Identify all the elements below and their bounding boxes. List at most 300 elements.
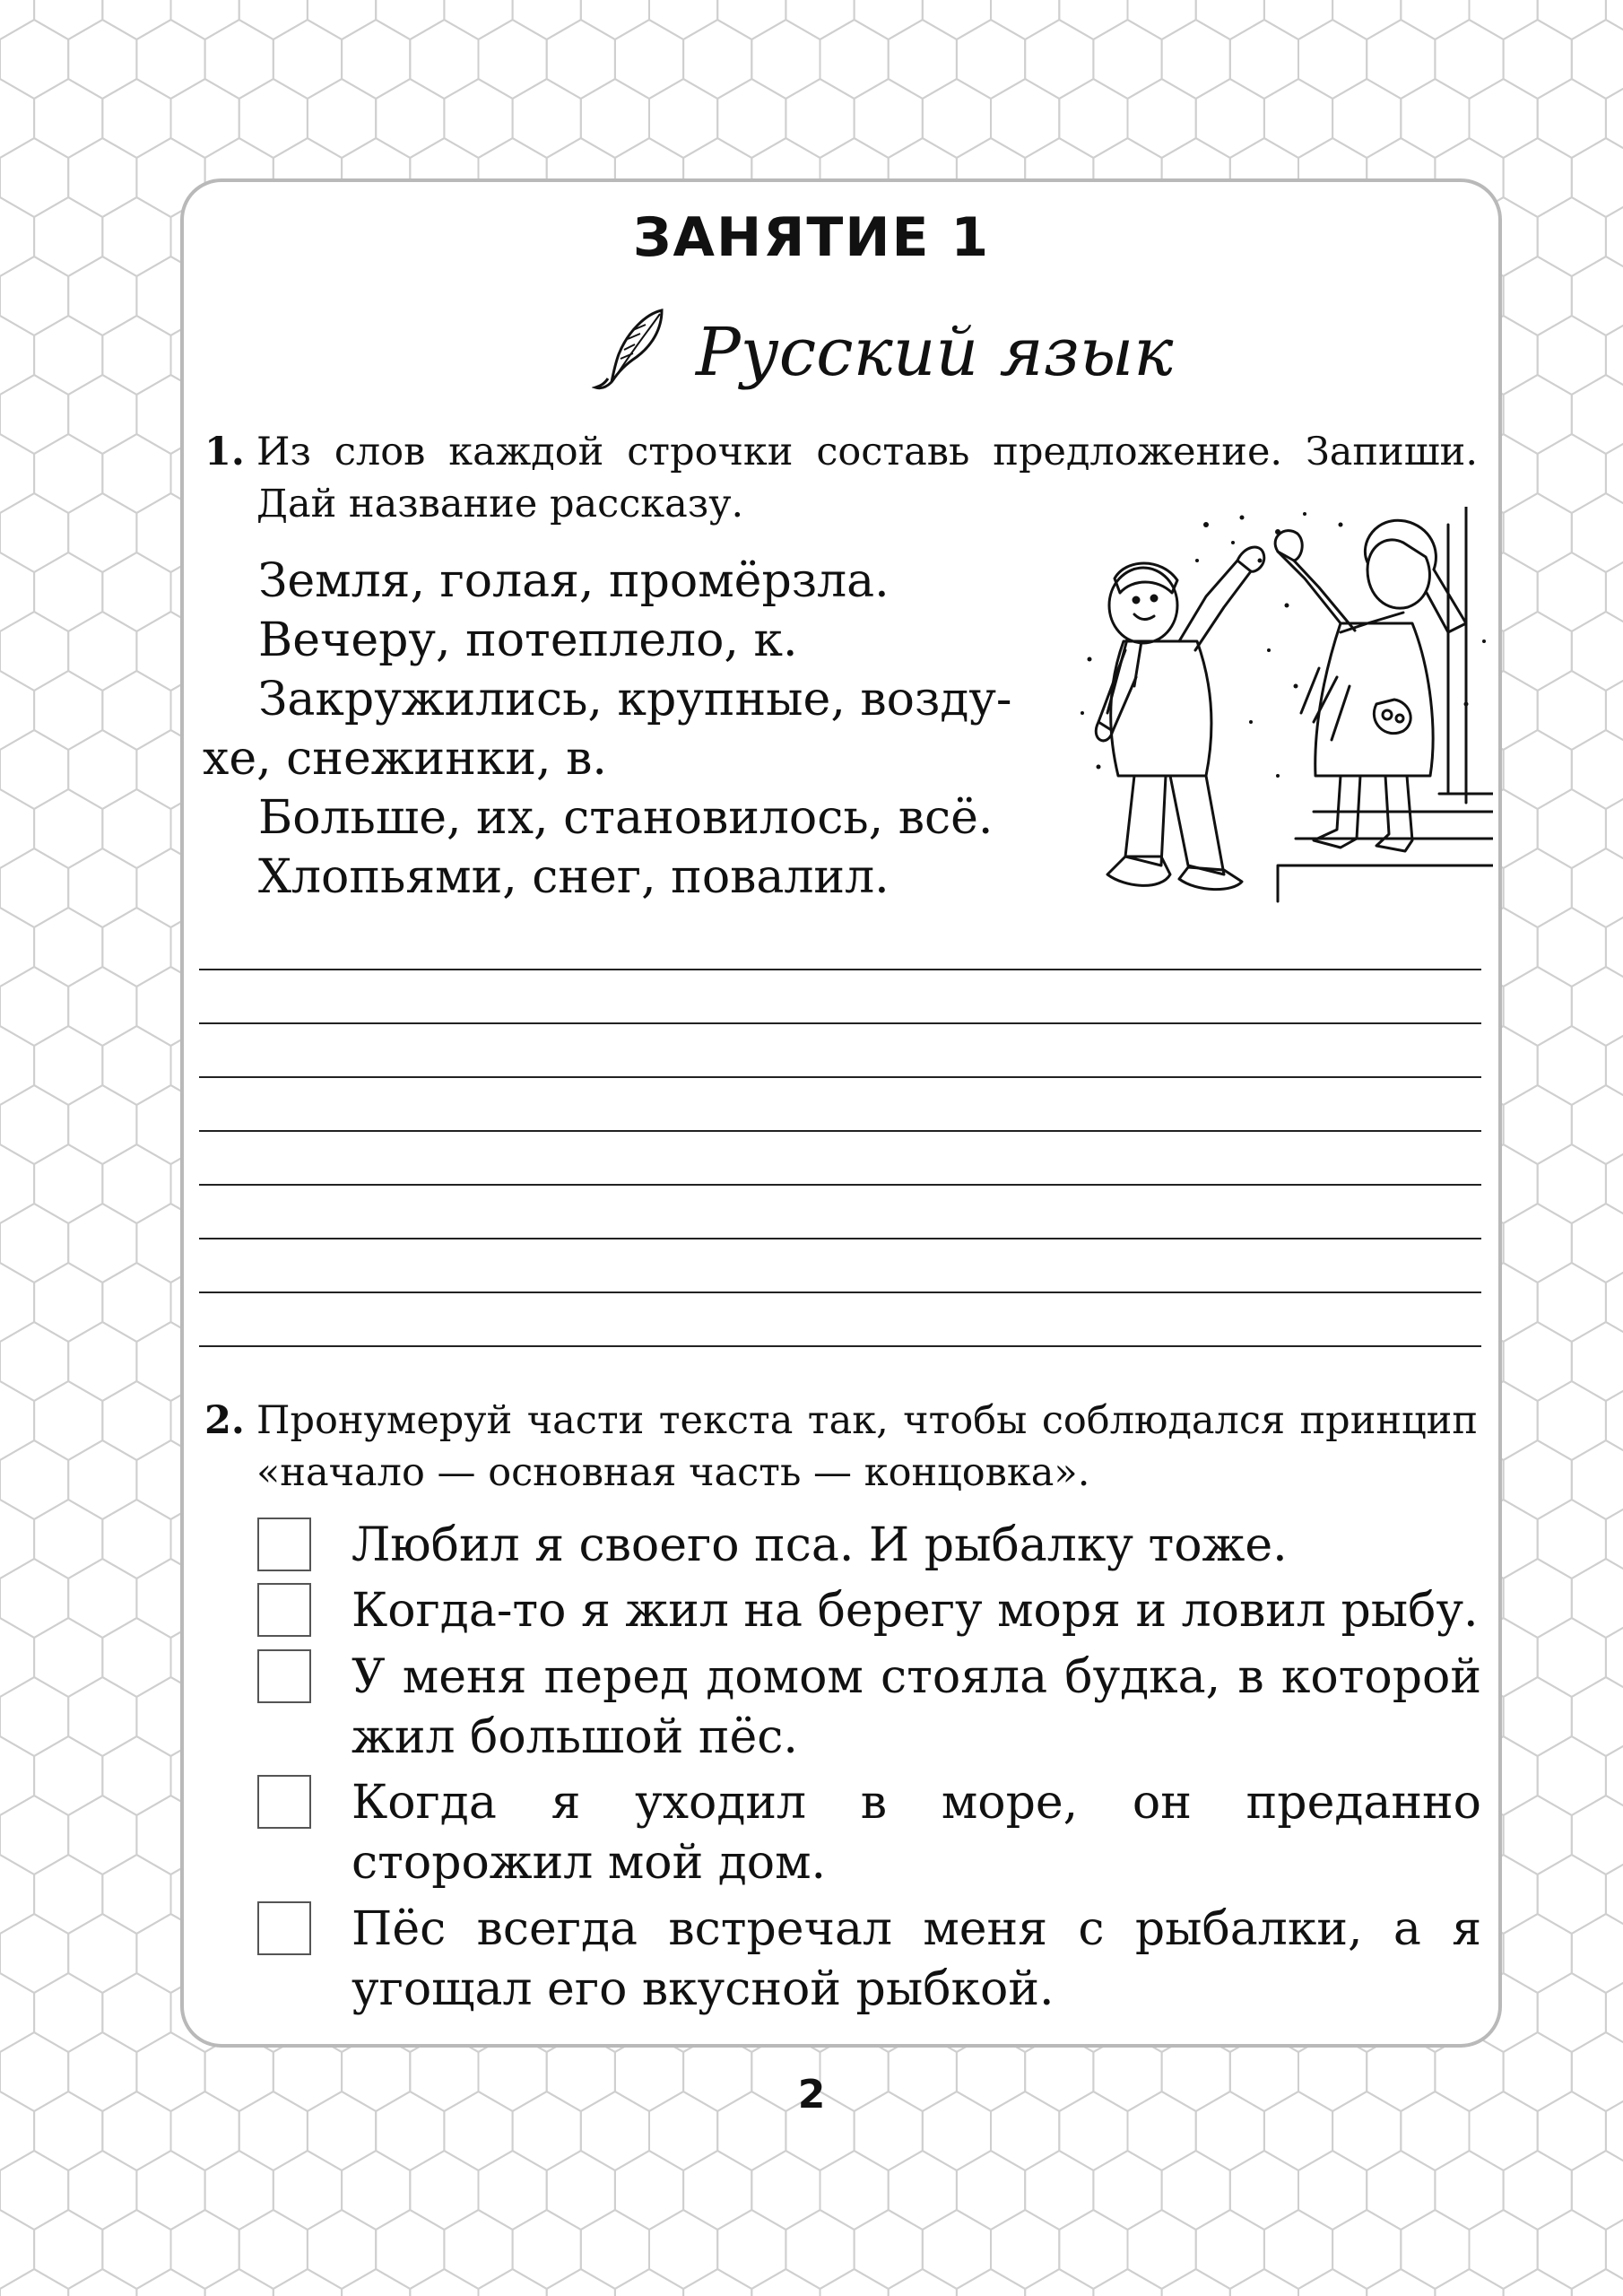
hex-cell	[1572, 1204, 1623, 1283]
hex-cell	[1538, 1500, 1606, 1578]
answer-line[interactable]	[199, 1184, 1481, 1186]
hex-cell	[1538, 434, 1606, 513]
hex-cell	[239, 0, 308, 39]
hex-cell	[957, 20, 1025, 99]
hex-cell	[34, 1500, 102, 1578]
hex-cell	[0, 1500, 34, 1578]
hex-cell	[1504, 493, 1572, 572]
hex-cell	[1504, 20, 1572, 99]
hex-cell	[1230, 2151, 1298, 2230]
hex-cell	[0, 2151, 68, 2230]
hex-cell	[1196, 79, 1264, 158]
hex-cell	[513, 2210, 581, 2289]
hex-cell	[1059, 2210, 1127, 2289]
hex-cell	[68, 2269, 136, 2296]
hex-cell	[102, 316, 170, 395]
hex-cell	[1504, 1914, 1572, 1993]
hex-cell	[0, 1855, 34, 1934]
hex-cell	[68, 375, 136, 454]
hex-cell	[102, 1736, 170, 1815]
hex-cell	[136, 2269, 204, 2296]
hex-cell	[0, 1204, 68, 1283]
answer-line[interactable]	[199, 1130, 1481, 1132]
hex-cell	[68, 612, 136, 691]
hex-cell	[68, 1322, 136, 1401]
task-1-instruction: Из слов каждой строчки составь предложение. Запиши. Дай название рассказу.	[256, 430, 1478, 526]
hex-cell	[0, 1440, 68, 1519]
sentence-line: Закружились, крупные, возду-	[258, 673, 1012, 726]
hex-cell	[1538, 79, 1606, 158]
hex-cell	[102, 2210, 170, 2289]
hex-cell	[34, 552, 102, 631]
hex-cell	[1538, 1973, 1606, 2052]
page-number: 2	[797, 2072, 826, 2118]
hex-cell	[649, 0, 717, 39]
hex-cell	[0, 1736, 34, 1815]
hex-cell	[34, 671, 102, 750]
hex-cell	[1504, 1559, 1572, 1638]
sentence-line: Больше, их, становилось, всё.	[258, 791, 994, 845]
hex-cell	[34, 1855, 102, 1934]
hex-cell	[0, 20, 68, 99]
hex-cell	[717, 79, 785, 158]
answer-line[interactable]	[199, 1238, 1481, 1239]
hex-cell	[547, 2151, 615, 2230]
hex-cell	[1162, 2151, 1230, 2230]
hex-cell	[444, 2210, 512, 2289]
hex-cell	[1230, 2269, 1298, 2296]
hex-cell	[205, 2151, 273, 2230]
hex-cell	[0, 789, 34, 868]
hex-cell	[1504, 1677, 1572, 1756]
subject-label: Русский язык	[696, 314, 1174, 391]
hex-cell	[1128, 79, 1196, 158]
hex-cell	[376, 79, 444, 158]
hex-cell	[1538, 0, 1606, 39]
hex-cell	[0, 552, 34, 631]
hex-cell	[1025, 20, 1093, 99]
hex-cell	[1298, 2151, 1367, 2230]
hex-cell	[102, 434, 170, 513]
hex-cell	[0, 908, 34, 987]
task-2-number: 2.	[204, 1398, 245, 1443]
hex-cell	[410, 20, 478, 99]
number-input-box[interactable]	[257, 1583, 311, 1637]
hex-cell	[342, 2151, 410, 2230]
hex-cell	[205, 2269, 273, 2296]
hex-cell	[1504, 138, 1572, 217]
list-item	[255, 1581, 1481, 1641]
hex-cell	[1538, 552, 1606, 631]
hex-cell	[1572, 1796, 1623, 1874]
hex-cell	[68, 1796, 136, 1874]
hex-cell	[1504, 967, 1572, 1046]
hex-cell	[0, 2269, 68, 2296]
hex-cell	[102, 1381, 170, 1460]
hex-cell	[991, 79, 1059, 158]
hex-cell	[1470, 79, 1538, 158]
hex-cell	[1572, 848, 1623, 927]
hex-cell	[1504, 1796, 1572, 1874]
hex-cell	[1572, 138, 1623, 217]
hex-cell	[1401, 79, 1469, 158]
hex-cell	[615, 2269, 683, 2296]
hex-cell	[0, 967, 68, 1046]
hex-cell	[273, 2269, 342, 2296]
hex-cell	[957, 2269, 1025, 2296]
hex-cell	[34, 316, 102, 395]
hex-cell	[136, 2151, 204, 2230]
hex-cell	[1572, 375, 1623, 454]
hex-cell	[751, 2151, 820, 2230]
hex-cell	[1196, 2210, 1264, 2289]
hex-cell	[717, 2210, 785, 2289]
hex-cell	[1538, 1736, 1606, 1815]
hex-cell	[308, 79, 376, 158]
hex-cell	[0, 79, 34, 158]
hex-cell	[1401, 2210, 1469, 2289]
hex-cell	[0, 848, 68, 927]
hex-cell	[751, 20, 820, 99]
hex-cell	[1059, 79, 1127, 158]
hex-cell	[102, 1144, 170, 1223]
hex-cell	[785, 79, 854, 158]
item-text: Любил я своего пса. И рыбалку тоже.	[352, 1518, 1288, 1572]
hex-cell	[0, 1914, 68, 1993]
hex-cell	[1264, 0, 1332, 39]
hex-cell	[1401, 0, 1469, 39]
item-text: Когда-то я жил на берегу моря и ловил рыбу.	[352, 1584, 1479, 1638]
hex-cell	[342, 20, 410, 99]
hex-cell	[513, 0, 581, 39]
hex-cell	[1572, 2151, 1623, 2230]
hex-cell	[0, 316, 34, 395]
hex-cell	[1025, 2269, 1093, 2296]
hex-cell	[1367, 2269, 1435, 2296]
item-text: Когда я уходил в море, он преданно сторожил мой дом.	[352, 1776, 1481, 1890]
hex-cell	[1470, 0, 1538, 39]
hex-cell	[923, 79, 991, 158]
number-input-box[interactable]	[257, 1518, 311, 1571]
hex-cell	[649, 2210, 717, 2289]
hex-cell	[1504, 1440, 1572, 1519]
hex-cell	[1572, 1085, 1623, 1164]
hex-cell	[547, 2269, 615, 2296]
hex-cell	[1298, 20, 1367, 99]
hex-cell	[1572, 20, 1623, 99]
task-1-sentences	[203, 552, 1047, 907]
hex-cell	[1572, 2269, 1623, 2296]
hex-cell	[1606, 0, 1623, 39]
hex-cell	[1504, 730, 1572, 809]
hex-cell	[581, 79, 649, 158]
hex-cell	[34, 789, 102, 868]
hex-cell	[0, 1381, 34, 1460]
hex-cell	[171, 2210, 239, 2289]
hex-cell	[1572, 493, 1623, 572]
number-input-box[interactable]	[257, 1649, 311, 1703]
hex-cell	[1504, 848, 1572, 927]
hex-cell	[0, 1559, 68, 1638]
hex-cell	[0, 1322, 68, 1401]
hex-cell	[0, 138, 68, 217]
hex-cell	[547, 20, 615, 99]
hex-cell	[479, 2151, 547, 2230]
hex-cell	[239, 79, 308, 158]
hex-cell	[717, 0, 785, 39]
sentence-line: Вечеру, потеплело, к.	[258, 613, 798, 667]
item-text: Пёс всегда встречал меня с рыбалки, а я угощал его вкусной рыбкой.	[352, 1902, 1481, 2016]
hex-cell	[102, 1973, 170, 2052]
hex-cell	[1572, 1559, 1623, 1638]
hex-cell	[410, 2269, 478, 2296]
hex-cell	[376, 2210, 444, 2289]
hex-cell	[1572, 1440, 1623, 1519]
hex-cell	[1572, 1914, 1623, 1993]
hex-cell	[1162, 20, 1230, 99]
hex-cell	[1332, 0, 1401, 39]
hex-cell	[0, 1144, 34, 1223]
hex-cell	[102, 0, 170, 39]
hex-cell	[1128, 2210, 1196, 2289]
hex-cell	[1332, 2210, 1401, 2289]
list-item	[255, 1773, 1481, 1893]
hex-cell	[68, 848, 136, 927]
answer-line[interactable]	[199, 1076, 1481, 1078]
hex-cell	[889, 2269, 957, 2296]
hex-cell	[479, 20, 547, 99]
hex-cell	[410, 2151, 478, 2230]
hex-cell	[102, 552, 170, 631]
hex-cell	[1367, 2151, 1435, 2230]
hex-cell	[1059, 0, 1127, 39]
hex-cell	[1093, 20, 1161, 99]
hex-cell	[1538, 908, 1606, 987]
hex-cell	[34, 2210, 102, 2289]
hex-cell	[68, 730, 136, 809]
hex-cell	[1264, 2210, 1332, 2289]
hex-cell	[957, 2151, 1025, 2230]
hex-cell	[889, 20, 957, 99]
hex-cell	[991, 0, 1059, 39]
hex-cell	[205, 20, 273, 99]
hex-cell	[171, 79, 239, 158]
hex-cell	[273, 20, 342, 99]
hex-cell	[0, 612, 68, 691]
hex-cell	[102, 908, 170, 987]
hex-cell	[34, 1618, 102, 1697]
hex-cell	[68, 1677, 136, 1756]
hex-cell	[0, 2210, 34, 2289]
answer-line[interactable]	[199, 969, 1481, 970]
hex-cell	[1332, 79, 1401, 158]
answer-line[interactable]	[199, 1345, 1481, 1347]
hex-cell	[785, 0, 854, 39]
hex-cell	[68, 1440, 136, 1519]
hex-cell	[376, 0, 444, 39]
hex-cell	[239, 2210, 308, 2289]
hex-cell	[68, 20, 136, 99]
lesson-title: ЗАНЯТИЕ 1	[632, 206, 991, 269]
hex-cell	[1538, 671, 1606, 750]
hex-cell	[1572, 730, 1623, 809]
hex-cell	[102, 671, 170, 750]
hex-cell	[34, 908, 102, 987]
hex-cell	[1538, 1263, 1606, 1342]
hex-cell	[1093, 2269, 1161, 2296]
hex-cell	[68, 967, 136, 1046]
hex-cell	[1435, 2269, 1503, 2296]
hex-cell	[308, 0, 376, 39]
hex-cell	[1504, 612, 1572, 691]
hex-cell	[273, 2151, 342, 2230]
hex-cell	[615, 20, 683, 99]
list-item	[255, 1516, 1481, 1576]
hex-cell	[1572, 612, 1623, 691]
hex-cell	[68, 1914, 136, 1993]
hex-cell	[1435, 20, 1503, 99]
hex-cell	[1538, 1855, 1606, 1934]
hex-cell	[1538, 316, 1606, 395]
hex-cell	[1025, 2151, 1093, 2230]
hex-cell	[479, 2269, 547, 2296]
hex-cell	[820, 2151, 889, 2230]
task-1-number: 1.	[204, 430, 245, 474]
hex-cell	[0, 730, 68, 809]
hex-cell	[136, 20, 204, 99]
hex-cell	[0, 1796, 68, 1874]
hex-cell	[991, 2210, 1059, 2289]
hex-cell	[1572, 1322, 1623, 1401]
hex-cell	[923, 0, 991, 39]
hex-cell	[0, 434, 34, 513]
hex-cell	[1298, 2269, 1367, 2296]
hex-cell	[34, 1144, 102, 1223]
number-input-box[interactable]	[257, 1775, 311, 1829]
hex-cell	[34, 1263, 102, 1342]
hex-cell	[34, 1736, 102, 1815]
hex-cell	[0, 493, 68, 572]
hex-cell	[1538, 1144, 1606, 1223]
task-2	[204, 1395, 1478, 1499]
hex-cell	[0, 1973, 34, 2052]
hex-cell	[785, 2210, 854, 2289]
answer-line[interactable]	[199, 1022, 1481, 1024]
hex-cell	[0, 1263, 34, 1342]
hex-cell	[1162, 2269, 1230, 2296]
subject-heading	[592, 305, 1173, 395]
hex-cell	[820, 20, 889, 99]
feather-pen-icon	[592, 305, 681, 395]
hex-cell	[102, 1026, 170, 1105]
hex-cell	[1538, 789, 1606, 868]
hex-cell	[1504, 1204, 1572, 1283]
hex-cell	[1538, 1618, 1606, 1697]
list-item	[255, 1900, 1481, 2020]
hex-cell	[102, 1500, 170, 1578]
hex-cell	[683, 2151, 751, 2230]
hex-cell	[855, 0, 923, 39]
hex-cell	[102, 1263, 170, 1342]
hex-cell	[68, 2151, 136, 2230]
sentence-line: хе, снежинки, в.	[203, 732, 607, 786]
hex-cell	[102, 1855, 170, 1934]
hex-cell	[34, 1026, 102, 1105]
hex-cell	[1572, 1677, 1623, 1756]
hex-cell	[1367, 20, 1435, 99]
hex-cell	[1470, 2210, 1538, 2289]
hex-cell	[1230, 20, 1298, 99]
task-2-instruction: Пронумеруй части текста так, чтобы соблюдался принцип «начало — основная часть — концовка».	[256, 1398, 1478, 1495]
hex-cell	[342, 2269, 410, 2296]
hex-cell	[68, 1085, 136, 1164]
hex-cell	[0, 1618, 34, 1697]
hex-cell	[1504, 1085, 1572, 1164]
hex-cell	[683, 20, 751, 99]
hex-cell	[34, 434, 102, 513]
hex-cell	[855, 2210, 923, 2289]
list-item	[255, 1648, 1481, 1768]
hex-cell	[1504, 2151, 1572, 2230]
hex-cell	[0, 1085, 68, 1164]
hex-cell	[68, 493, 136, 572]
hex-cell	[1128, 0, 1196, 39]
hex-cell	[751, 2269, 820, 2296]
hex-cell	[444, 0, 512, 39]
sentence-line: Хлопьями, снег, повалил.	[258, 850, 890, 904]
hex-cell	[1504, 1322, 1572, 1401]
hex-cell	[889, 2151, 957, 2230]
hex-cell	[820, 2269, 889, 2296]
hex-cell	[615, 2151, 683, 2230]
hex-cell	[1538, 1026, 1606, 1105]
sentence-line: Земля, голая, промёрзла.	[258, 554, 890, 608]
number-input-box[interactable]	[257, 1901, 311, 1955]
hex-cell	[649, 79, 717, 158]
hex-cell	[102, 79, 170, 158]
hex-cell	[1538, 2210, 1606, 2289]
hex-cell	[102, 1618, 170, 1697]
hex-cell	[0, 671, 34, 750]
hex-cell	[923, 2210, 991, 2289]
hex-cell	[308, 2210, 376, 2289]
children-catching-snowflakes-illustration	[1072, 507, 1493, 910]
hex-cell	[34, 1381, 102, 1460]
hex-cell	[1538, 1381, 1606, 1460]
hex-cell	[855, 79, 923, 158]
hex-cell	[444, 79, 512, 158]
hex-cell	[581, 2210, 649, 2289]
hex-cell	[1435, 2151, 1503, 2230]
hex-cell	[0, 375, 68, 454]
hex-cell	[34, 1973, 102, 2052]
hex-cell	[1504, 2269, 1572, 2296]
hex-cell	[68, 1559, 136, 1638]
hex-cell	[1093, 2151, 1161, 2230]
hex-cell	[0, 0, 34, 39]
hex-cell	[1572, 967, 1623, 1046]
hex-cell	[1504, 375, 1572, 454]
hex-cell	[34, 0, 102, 39]
answer-line[interactable]	[199, 1292, 1481, 1293]
hex-cell	[171, 0, 239, 39]
hex-cell	[1264, 79, 1332, 158]
hex-cell	[683, 2269, 751, 2296]
item-text: У меня перед домом стояла будка, в которой жил большой пёс.	[352, 1650, 1481, 1764]
hex-cell	[68, 1204, 136, 1283]
hex-cell	[0, 1677, 68, 1756]
hex-cell	[513, 79, 581, 158]
